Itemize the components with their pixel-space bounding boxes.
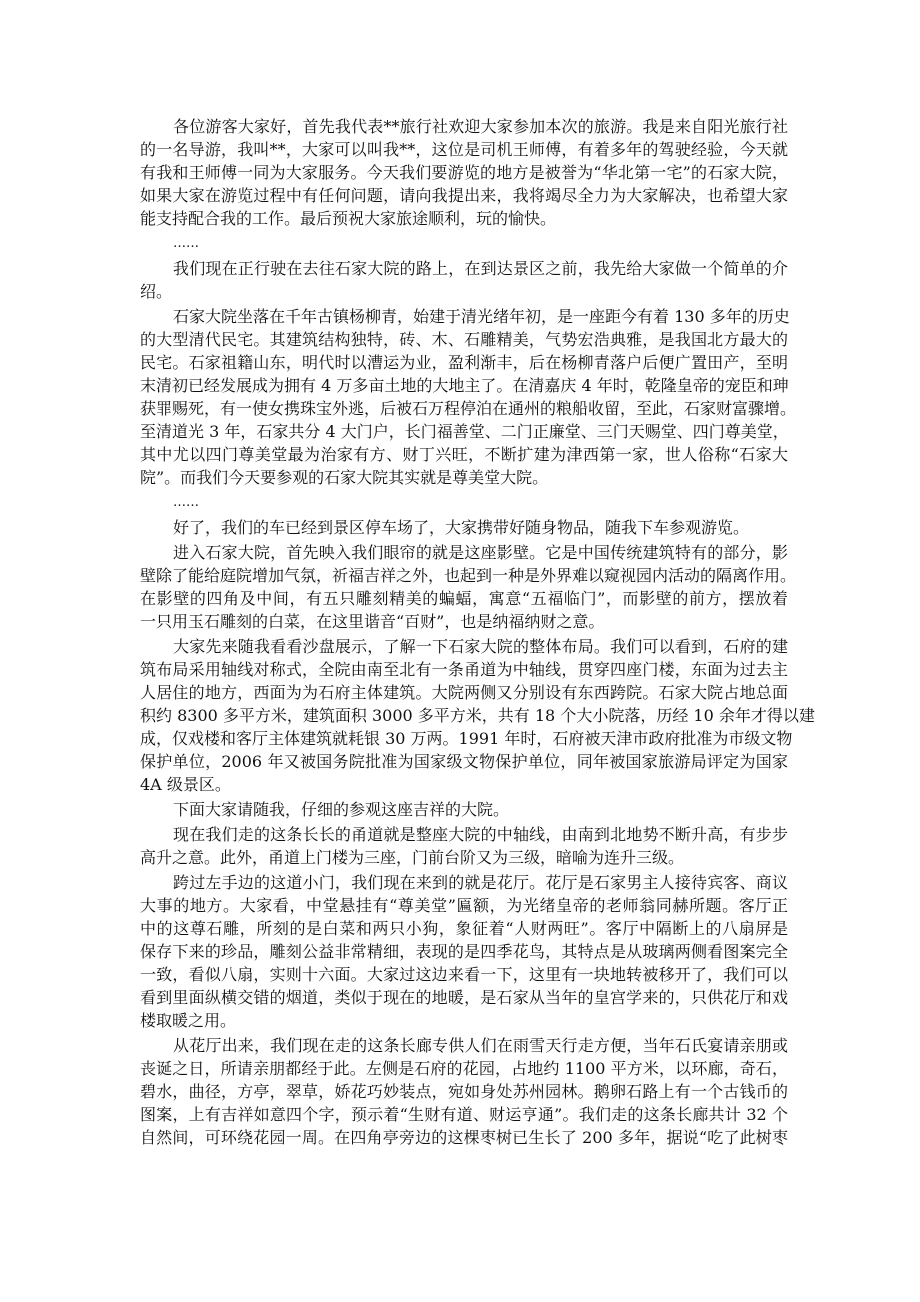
text-line: 高升之意。此外，甬道上门楼为三座，门前台阶又为三级，暗喻为连升三级。	[140, 848, 685, 867]
text-line: 大事的地方。大家看，中堂悬挂有“尊美堂”匾额，为光绪皇帝的老师翁同赫所题。客厅正	[140, 896, 788, 915]
text-line: 获罪赐死，有一使女携珠宝外逃，后被石万程停泊在通州的粮船收留，至此，石家财富骤增。	[140, 399, 797, 418]
text-line: 有我和王师傅一同为大家服务。今天我们要游览的地方是被誉为“华北第一宅”的石家大院，	[140, 163, 788, 182]
text-line: 一致，看似八扇，实则十六面。大家过这边来看一下，这里有一块地转被移开了，我们可以	[140, 965, 788, 984]
paragraph	[140, 541, 797, 633]
paragraph	[140, 115, 788, 230]
paragraph	[140, 491, 788, 514]
text-line: 至清道光 3 年，石家共分 4 大门户，长门福善堂、二门正廉堂、三门天赐堂、四门尊美堂，	[140, 422, 789, 441]
text-line: 绍。	[140, 282, 173, 301]
paragraph	[140, 516, 788, 539]
text-line: 自然间，可环绕花园一周。在四角亭旁边的这棵枣树已生长了 200 多年，据说“吃了此树枣	[140, 1128, 788, 1147]
text-line: 保护单位，2006 年又被国务院批准为国家级文物保护单位，同年被国家旅游局评定为国家	[140, 752, 788, 771]
text-line: 看到里面纵横交错的烟道，类似于现在的地暖，是石家从当年的皇宫学来的，只供花厅和戏	[140, 988, 788, 1007]
text-line: 从花厅出来，我们现在走的这条长廊专供人们在雨雪天行走方便，当年石氏宴请亲朋或	[173, 1036, 788, 1055]
text-line: 在影壁的四角及中间，有五只雕刻精美的蝙蝠，寓意“五福临门”，而影壁的前方，摆放着	[140, 589, 788, 608]
paragraph	[140, 305, 797, 489]
text-line: 进入石家大院，首先映入我们眼帘的就是这座影壁。它是中国传统建筑特有的部分，影	[173, 543, 788, 562]
document-body	[140, 115, 815, 1149]
paragraph	[140, 798, 788, 821]
text-line: 中的这尊石雕，所刻的是白菜和两只小狗，象征着“人财两旺”。客厅中隔断上的八扇屏是	[140, 919, 788, 938]
text-line: 现在我们走的这条长长的甬道就是整座大院的中轴线，由南到北地势不断升高，有步步	[173, 825, 788, 844]
paragraph	[140, 232, 788, 255]
text-line: 石家大院坐落在千年古镇杨柳青，始建于清光绪年初，是一座距今有着 130 多年的历史	[173, 307, 790, 326]
paragraph	[140, 635, 815, 796]
ellipsis-line: ……	[173, 495, 199, 510]
paragraph	[140, 823, 788, 869]
paragraph	[140, 1034, 788, 1149]
text-line: 碧水，曲径，方亭，翠草，娇花巧妙装点，宛如身处苏州园林。鹅卵石路上有一个古钱币的	[140, 1082, 788, 1101]
ellipsis-line: ……	[173, 236, 199, 251]
text-line: 图案，上有吉祥如意四个字，预示着“生财有道、财运亨通”。我们走的这条长廊共计 32 个	[140, 1105, 788, 1124]
text-line: 院”。而我们今天要参观的石家大院其实就是尊美堂大院。	[140, 468, 549, 487]
text-line: 民宅。石家祖籍山东，明代时以漕运为业，盈利渐丰，后在杨柳青落户后便广置田产，至明	[140, 353, 788, 372]
text-line: 末清初已经发展成为拥有 4 万多亩土地的大地主了。在清嘉庆 4 年时，乾隆皇帝的宠臣和珅	[140, 376, 789, 395]
text-line: 筑布局采用轴线对称式，全院由南至北有一条甬道为中轴线，贯穿四座门楼，东面为过去主	[140, 660, 788, 679]
text-line: 好了，我们的车已经到景区停车场了，大家携带好随身物品，随我下车参观游览。	[173, 518, 750, 537]
text-line: 人居住的地方，西面为为石府主体建筑。大院两侧又分别设有东西跨院。石家大院占地总面	[140, 683, 788, 702]
text-line: 能支持配合我的工作。最后预祝大家旅途顺利，玩的愉快。	[140, 209, 557, 228]
text-line: 其中尤以四门尊美堂最为治家有方、财丁兴旺，不断扩建为津西第一家，世人俗称“石家大	[140, 445, 788, 464]
text-line: 下面大家请随我，仔细的参观这座吉祥的大院。	[173, 800, 510, 819]
text-line: 各位游客大家好，首先我代表**旅行社欢迎大家参加本次的旅游。我是来自阳光旅行社	[173, 117, 788, 136]
text-line: 楼取暖之用。	[140, 1011, 237, 1030]
paragraph	[140, 871, 788, 1032]
paragraph	[140, 257, 788, 303]
text-line: 的一名导游，我叫**，大家可以叫我**，这位是司机王师傅，有着多年的驾驶经验，今天就	[140, 140, 788, 159]
text-line: 成，仅戏楼和客厅主体建筑就耗银 30 万两。1991 年时，石府被天津市政府批准为市级文物	[140, 729, 793, 748]
text-line: 一只用玉石雕刻的白菜，在这里谐音“百财”，也是纳福纳财之意。	[140, 612, 605, 631]
text-line: 大家先来随我看看沙盘展示，了解一下石家大院的整体布局。我们可以看到，石府的建	[173, 637, 788, 656]
text-line: 4A 级景区。	[140, 775, 231, 794]
text-line: 如果大家在游览过程中有任何问题，请向我提出来，我将竭尽全力为大家解决，也希望大家	[140, 186, 788, 205]
text-line: 丧诞之日，所请亲朋都经于此。左侧是石府的花园，占地约 1100 平方米，以环廊，奇石，	[140, 1059, 788, 1078]
text-line: 壁除了能给庭院增加气氛，祈福吉祥之外，也起到一种是外界难以窥视园内活动的隔离作用。	[140, 566, 797, 585]
text-line: 保存下来的珍品，雕刻公益非常精细，表现的是四季花鸟，其特点是从玻璃两侧看图案完全	[140, 942, 788, 961]
text-line: 积约 8300 多平方米，建筑面积 3000 多平方米，共有 18 个大小院落，历经 10 余年才得以建	[140, 706, 815, 725]
text-line: 我们现在正行驶在去往石家大院的路上，在到达景区之前，我先给大家做一个简单的介	[173, 259, 788, 278]
text-line: 跨过左手边的这道小门，我们现在来到的就是花厅。花厅是石家男主人接待宾客、商议	[173, 873, 788, 892]
text-line: 的大型清代民宅。其建筑结构独特，砖、木、石雕精美，气势宏浩典雅，是我国北方最大的	[140, 330, 788, 349]
